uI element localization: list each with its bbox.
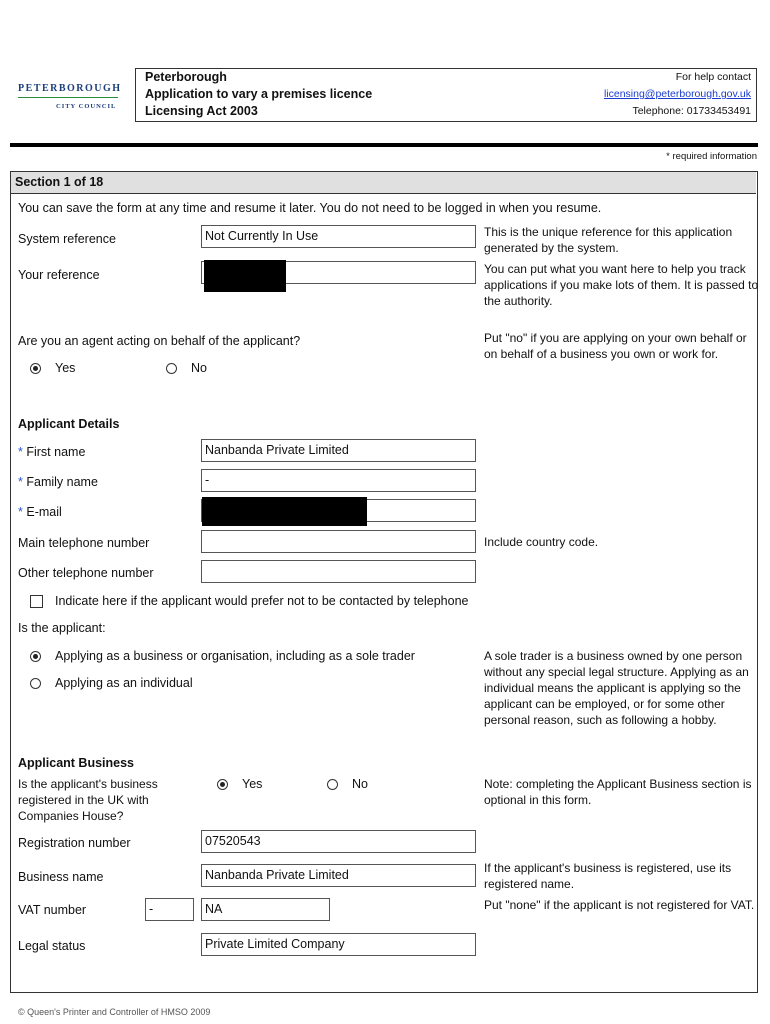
first-name-label: First name <box>26 445 86 459</box>
agent-question: Are you an agent acting on behalf of the applicant? <box>18 334 301 348</box>
agent-help: Put "no" if you are applying on your own behalf or on behalf of a business you own or work for. <box>484 331 747 361</box>
applicant-details-heading: Applicant Details <box>18 417 120 431</box>
redaction-block <box>202 497 367 526</box>
your-reference-label: Your reference <box>18 268 100 282</box>
agent-yes-label: Yes <box>55 361 76 375</box>
main-phone-help: Include country code. <box>484 535 599 549</box>
registration-number-label: Registration number <box>18 836 131 850</box>
registered-question: Is the applicant's business registered in the UK with Companies House? <box>18 777 158 823</box>
first-name-label-row <box>18 445 85 459</box>
applicant-business-option: Applying as a business or organisation, including as a sole trader <box>55 649 415 663</box>
required-star: * <box>18 505 23 519</box>
registered-no-label: No <box>352 777 368 791</box>
applicant-business-radio[interactable] <box>30 651 41 662</box>
system-reference-label: System reference <box>18 232 116 246</box>
no-phone-contact-label: Indicate here if the applicant would prefer not to be contacted by telephone <box>55 594 469 608</box>
applicant-business-heading: Applicant Business <box>18 756 134 770</box>
email-label-row <box>18 505 62 519</box>
legal-status-input[interactable]: Private Limited Company <box>201 933 476 956</box>
registered-help: Note: completing the Applicant Business section is optional in this form. <box>484 777 752 807</box>
required-info-note: * required information <box>666 151 757 162</box>
family-name-label: Family name <box>26 475 98 489</box>
logo-divider <box>18 97 118 98</box>
business-name-input[interactable]: Nanbanda Private Limited <box>201 864 476 887</box>
vat-prefix-input[interactable]: - <box>145 898 194 921</box>
registered-no-radio[interactable] <box>327 779 338 790</box>
applicant-individual-radio[interactable] <box>30 678 41 689</box>
business-name-label: Business name <box>18 870 104 884</box>
applicant-type-label: Is the applicant: <box>18 621 106 635</box>
system-reference-help: This is the unique reference for this application generated by the system. <box>484 225 733 255</box>
header-title-form: Application to vary a premises licence <box>145 87 373 101</box>
help-email-link[interactable]: licensing@peterborough.gov.uk <box>603 88 751 100</box>
vat-number-label: VAT number <box>18 903 87 917</box>
main-phone-label: Main telephone number <box>18 536 150 550</box>
business-name-help: If the applicant's business is registered, use its registered name. <box>484 861 732 891</box>
applicant-type-help: A sole trader is a business owned by one person without any special legal structure. Applying as an individual means the applicant is applying so the applicant can be employed, or for some other personal reason, such as following a hobby. <box>484 649 749 727</box>
vat-number-input[interactable]: NA <box>201 898 330 921</box>
council-logo-text: PETERBOROUGH <box>18 83 122 94</box>
other-phone-input[interactable] <box>201 560 476 583</box>
required-star: * <box>18 445 23 459</box>
agent-no-label: No <box>191 361 207 375</box>
email-label: E-mail <box>26 505 62 519</box>
your-reference-help: You can put what you want here to help you track applications if you make lots of them. It is passed to the authority. <box>484 262 759 308</box>
required-star: * <box>18 475 23 489</box>
system-reference-field: Not Currently In Use <box>201 225 476 248</box>
no-phone-contact-checkbox[interactable] <box>30 595 43 608</box>
main-phone-input[interactable] <box>201 530 476 553</box>
help-contact-label: For help contact <box>675 71 751 83</box>
registration-number-input[interactable]: 07520543 <box>201 830 476 853</box>
applicant-individual-option: Applying as an individual <box>55 676 193 690</box>
vat-help: Put "none" if the applicant is not registered for VAT. <box>484 898 755 912</box>
legal-status-label: Legal status <box>18 939 86 953</box>
family-name-input[interactable]: - <box>201 469 476 492</box>
redaction-block <box>204 260 286 292</box>
agent-no-radio[interactable] <box>166 363 177 374</box>
section-title: Section 1 of 18 <box>15 175 104 189</box>
first-name-input[interactable]: Nanbanda Private Limited <box>201 439 476 462</box>
other-phone-label: Other telephone number <box>18 566 154 580</box>
agent-yes-radio[interactable] <box>30 363 41 374</box>
registered-yes-radio[interactable] <box>217 779 228 790</box>
header-rule <box>10 143 758 147</box>
copyright-footer: © Queen's Printer and Controller of HMSO 2009 <box>18 1007 211 1017</box>
header-title-act: Licensing Act 2003 <box>145 104 258 118</box>
section-header <box>11 172 756 194</box>
save-resume-intro: You can save the form at any time and resume it later. You do not need to be logged in when you resume. <box>18 201 602 215</box>
help-telephone: Telephone: 01733453491 <box>632 105 751 117</box>
family-name-label-row <box>18 475 98 489</box>
header-title-council: Peterborough <box>145 70 227 84</box>
council-logo-subtext: CITY COUNCIL <box>56 103 117 110</box>
registered-yes-label: Yes <box>242 777 263 791</box>
